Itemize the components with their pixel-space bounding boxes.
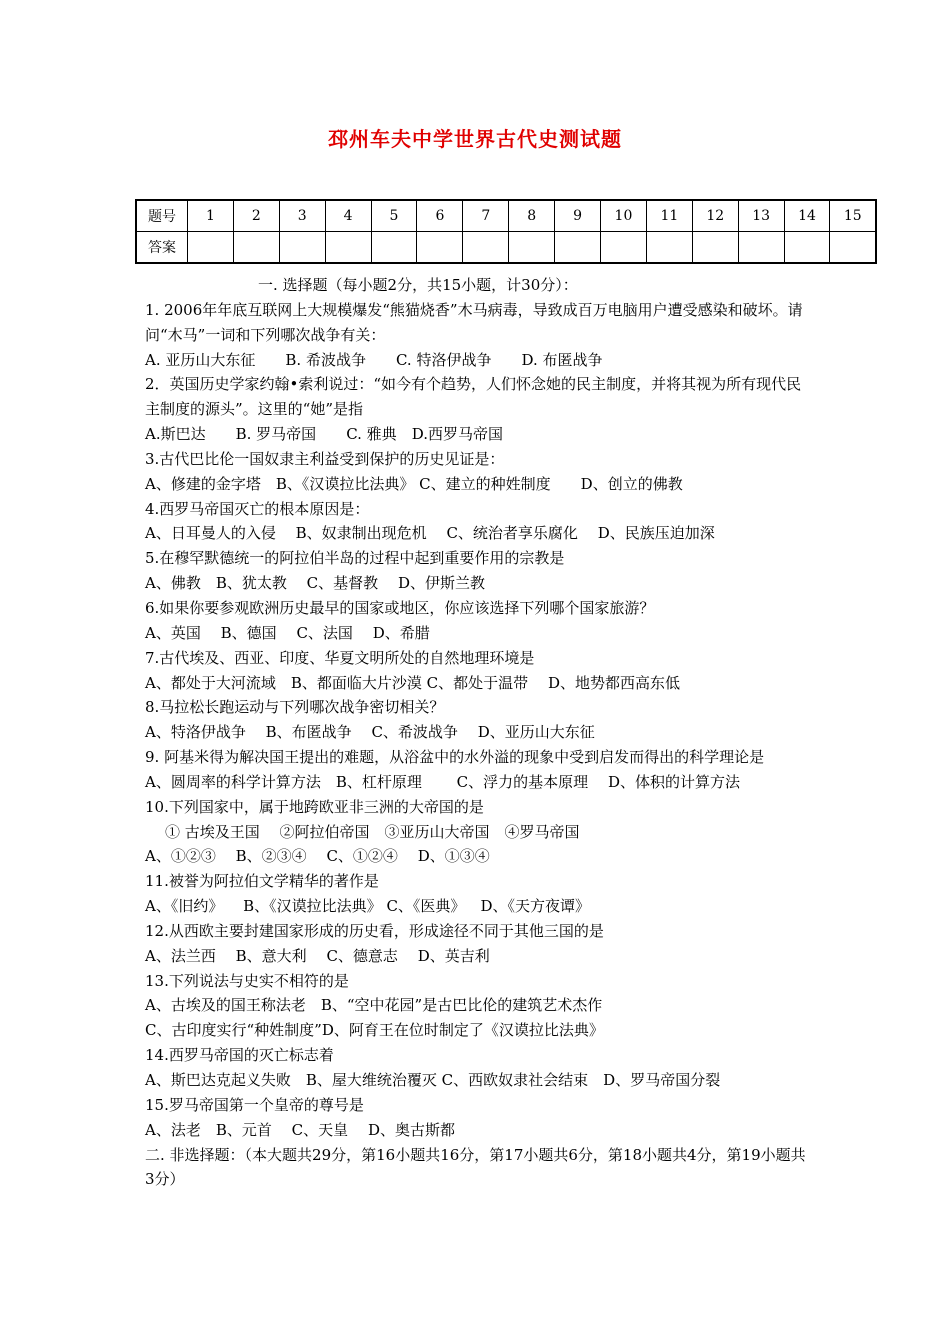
option: B、杠杆原理	[335, 772, 422, 791]
answer-cell-10[interactable]	[601, 232, 647, 264]
option: A、佛教	[145, 574, 201, 593]
option: B、“空中花园”是古巴比伦的建筑艺术杰作	[320, 996, 603, 1015]
option: D、体积的计算方法	[607, 772, 740, 791]
option: B、都面临大片沙漠	[290, 673, 422, 692]
question-list	[145, 273, 810, 1192]
option: B、《汉谟拉比法典》	[243, 897, 382, 916]
question-1: 1. 2006年年底互联网上大规模爆发“熊猫烧香”木马病毒，导致成百万电脑用户遭受感染和破坏。请问“木马”一词和下列哪次战争有关：	[145, 300, 803, 344]
question-7: 7.古代埃及、西亚、印度、华夏文明所处的自然地理环境是	[145, 648, 535, 667]
answer-cell-15[interactable]	[830, 232, 876, 264]
table-cell-number: 4	[325, 200, 371, 232]
question-12: 12.从西欧主要封建国家形成的历史看，形成途径不同于其他三国的是	[145, 921, 604, 940]
option: A、法兰西	[145, 946, 216, 965]
table-cell-number: 2	[233, 200, 279, 232]
options-3	[145, 472, 810, 497]
table-cell-number: 10	[601, 200, 647, 232]
answer-cell-12[interactable]	[692, 232, 738, 264]
option: B. 罗马帝国	[235, 425, 317, 444]
option: B、意大利	[235, 946, 307, 965]
options-15	[145, 1118, 810, 1143]
options-14	[145, 1068, 810, 1093]
section-2-heading: 二. 非选择题：（本大题共29分，第16小题共16分，第17小题共6分，第18小题共4分，第19小题共3分）	[145, 1145, 806, 1189]
table-cell-number: 6	[417, 200, 463, 232]
options-9	[145, 770, 810, 795]
option: D、①③④	[417, 847, 490, 866]
option: C、《医典》	[386, 897, 466, 916]
options-10	[145, 844, 810, 869]
option: D、亚历山大东征	[477, 723, 595, 742]
question-11: 11.被誉为阿拉伯文学精华的著作是	[145, 872, 379, 891]
question-2: 2．英国历史学家约翰•索利说过：“如今有个趋势，人们怀念她的民主制度，并将其视为所有现代民主制度的源头”。这里的“她”是指	[145, 375, 802, 419]
options-11	[145, 894, 810, 919]
option: D、罗马帝国分裂	[603, 1071, 721, 1089]
question-8: 8.马拉松长跑运动与下列哪次战争密切相关？	[145, 698, 445, 717]
table-cell-number: 5	[371, 200, 417, 232]
table-cell-number: 3	[279, 200, 325, 232]
question-9: 9. 阿基米得为解决国王提出的难题，从浴盆中的水外溢的现象中受到启发而得出的科学理论是	[145, 748, 765, 767]
option: A、《旧约》	[145, 897, 224, 916]
option: D、地势都西高东低	[547, 673, 680, 692]
option: C、都处于温带	[426, 673, 529, 692]
question-10: 10.下列国家中，属于地跨欧亚非三洲的大帝国的是	[145, 797, 484, 816]
answer-cell-8[interactable]	[509, 232, 555, 264]
options-5	[145, 571, 810, 596]
option: A、英国	[145, 623, 201, 642]
question-13: 13.下列说法与史实不相符的是	[145, 971, 349, 990]
answer-cell-9[interactable]	[555, 232, 601, 264]
option: D、奥古斯都	[367, 1120, 455, 1139]
option: C、浮力的基本原理	[456, 772, 589, 791]
option: B、元首	[215, 1120, 272, 1139]
options-4	[145, 521, 810, 546]
table-cell-number: 8	[509, 200, 555, 232]
option: D、创立的佛教	[580, 474, 683, 493]
option: D.西罗马帝国	[411, 425, 503, 444]
answer-cell-14[interactable]	[784, 232, 830, 264]
option: A、日耳曼人的入侵	[145, 524, 276, 543]
answer-cell-11[interactable]	[646, 232, 692, 264]
option: C、古印度实行“种姓制度”	[145, 1021, 322, 1040]
option: D、希腊	[372, 623, 430, 642]
question-5: 5.在穆罕默德统一的阿拉伯半岛的过程中起到重要作用的宗教是	[145, 549, 565, 568]
options-8	[145, 720, 810, 745]
option: A、斯巴达克起义失败	[145, 1071, 291, 1089]
option: A、圆周率的科学计算方法	[145, 772, 321, 791]
option: C、统治者享乐腐化	[446, 524, 578, 543]
options-13b	[145, 1018, 810, 1043]
option: C、德意志	[326, 946, 398, 965]
table-cell-number: 12	[692, 200, 738, 232]
table-cell-number: 15	[830, 200, 876, 232]
answer-cell-5[interactable]	[371, 232, 417, 264]
answer-cell-6[interactable]	[417, 232, 463, 264]
table-cell-number: 14	[784, 200, 830, 232]
option: C、建立的种姓制度	[419, 474, 551, 493]
option: C、法国	[296, 623, 353, 642]
answer-cell-7[interactable]	[463, 232, 509, 264]
option: C、西欧奴隶社会结束	[441, 1071, 589, 1089]
option: C. 特洛伊战争	[395, 350, 492, 369]
option: C. 雅典	[346, 425, 397, 444]
options-13a	[145, 993, 810, 1018]
option: C、基督教	[306, 574, 379, 593]
option: A、修建的金字塔	[145, 474, 261, 493]
question-14: 14.西罗马帝国的灭亡标志着	[145, 1046, 334, 1065]
option: D、民族压迫加深	[597, 524, 715, 543]
option: D、阿育王在位时制定了《汉谟拉比法典》	[321, 1021, 604, 1040]
question-4: 4.西罗马帝国灭亡的根本原因是：	[145, 499, 370, 518]
option: D、英吉利	[417, 946, 490, 965]
option: B、德国	[220, 623, 277, 642]
option: D. 布匿战争	[521, 350, 603, 369]
answer-cell-3[interactable]	[279, 232, 325, 264]
option: A、①②③	[145, 847, 216, 866]
section-1-heading: 一. 选择题（每小题2分，共15小题，计30分）：	[258, 276, 578, 294]
question-6: 6.如果你要参观欧洲历史最早的国家或地区，你应该选择下列哪个国家旅游？	[145, 598, 655, 617]
option: A、法老	[145, 1120, 201, 1139]
row-label-number: 题号	[136, 200, 188, 232]
question-10-items: ① 古埃及王国 ②阿拉伯帝国 ③亚历山大帝国 ④罗马帝国	[165, 822, 580, 841]
option: B、奴隶制出现危机	[295, 524, 427, 543]
answer-cell-2[interactable]	[233, 232, 279, 264]
table-cell-number: 13	[738, 200, 784, 232]
table-cell-number: 9	[555, 200, 601, 232]
answer-table	[135, 199, 877, 264]
option: B、犹太教	[215, 574, 287, 593]
option: B、《汉谟拉比法典》	[275, 474, 415, 493]
option: A.斯巴达	[145, 425, 206, 444]
option: C、希波战争	[371, 723, 458, 742]
table-cell-number: 7	[463, 200, 509, 232]
option: A、都处于大河流域	[145, 673, 276, 692]
option: B、布匿战争	[265, 723, 352, 742]
question-15: 15.罗马帝国第一个皇帝的尊号是	[145, 1095, 364, 1114]
options-1	[145, 348, 810, 373]
option: A、特洛伊战争	[145, 723, 246, 742]
table-row-answers	[136, 232, 876, 264]
option: D、《天方夜谭》	[480, 897, 590, 916]
option: A. 亚历山大东征	[145, 350, 256, 369]
options-6	[145, 621, 810, 646]
question-3: 3.古代巴比伦一国奴隶主利益受到保护的历史见证是：	[145, 449, 505, 468]
table-row-numbers	[136, 200, 876, 232]
option: D、伊斯兰教	[397, 574, 485, 593]
option: C、天皇	[291, 1120, 349, 1139]
options-7	[145, 671, 810, 696]
table-cell-number: 1	[188, 200, 234, 232]
answer-cell-1[interactable]	[188, 232, 234, 264]
table-cell-number: 11	[646, 200, 692, 232]
answer-cell-4[interactable]	[325, 232, 371, 264]
answer-cell-13[interactable]	[738, 232, 784, 264]
option: B、屋大维统治覆灭	[305, 1071, 437, 1089]
option: B、②③④	[235, 847, 307, 866]
page-title: 邳州车夫中学世界古代史测试题	[328, 127, 622, 151]
options-2	[145, 422, 810, 447]
option: C、①②④	[326, 847, 398, 866]
options-12	[145, 944, 810, 969]
option: A、古埃及的国王称法老	[145, 996, 306, 1015]
option: B. 希波战争	[285, 350, 366, 369]
row-label-answer: 答案	[136, 232, 188, 264]
